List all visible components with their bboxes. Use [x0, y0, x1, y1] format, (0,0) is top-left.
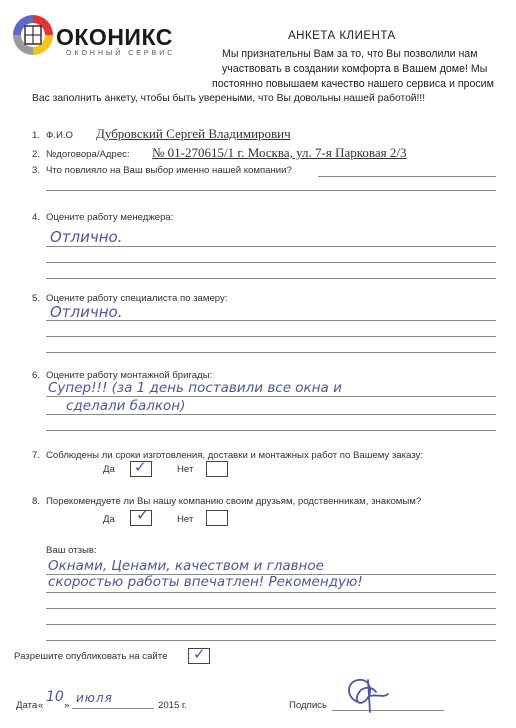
q7-yes-checkmark-icon: ✓: [134, 458, 147, 476]
date-month-line: [72, 708, 154, 709]
brand-logo-icon: [10, 12, 56, 58]
q1-value[interactable]: Дубровский Сергей Владимирович: [96, 126, 291, 141]
q6-answer-line: [46, 396, 496, 397]
q8-yes-checkbox[interactable]: [130, 505, 152, 526]
q4-label: 4. Оцените работу менеджера:: [32, 212, 174, 223]
q6-answer-line-c: [46, 430, 496, 431]
q6-answer-line-b: [46, 414, 496, 415]
q1-label: 1. Ф.И.О: [32, 130, 73, 141]
q5-answer-line-3: [46, 352, 496, 353]
review-answer-line-1[interactable]: Окнами, Ценами, качеством и главное: [48, 558, 324, 574]
q2-label: 2. №договора/Адрес:: [32, 149, 130, 160]
q7-yes-checkbox[interactable]: [130, 458, 152, 477]
review-line-5: [46, 640, 496, 641]
review-line-4: [46, 624, 496, 625]
date-quote-close: »: [64, 700, 70, 711]
q8-yes-label: Да: [103, 514, 115, 525]
date-label: Дата: [16, 700, 38, 711]
signature-label: Подпись: [289, 700, 327, 711]
q7-no-label: Нет: [177, 464, 194, 475]
q8-no-checkbox[interactable]: [206, 510, 228, 526]
q4-answer-line: [46, 246, 496, 247]
q8-label: 8. Порекомендуете ли Вы нашу компанию своим друзьям, родственникам, знакомым?: [32, 496, 422, 507]
q7-no-checkbox[interactable]: [206, 461, 228, 477]
q8-no-label: Нет: [177, 514, 194, 525]
q3-label: 3. Что повлияло на Ваш выбор именно нашей компании?: [32, 165, 292, 176]
q4-answer-line-3: [46, 278, 496, 279]
signature-icon: [340, 672, 392, 716]
intro-line-2: участвовать в создании комфорта в Вашем доме! Мы: [222, 63, 488, 75]
q3-answer-line[interactable]: [318, 176, 496, 177]
publish-checkmark-icon: ✓: [193, 645, 206, 663]
review-line-2: [46, 592, 496, 593]
q2-value[interactable]: № 01-270615/1 г. Москва, ул. 7-я Парковая 2/3: [152, 145, 407, 160]
q8-yes-checkmark-icon: ✓: [136, 505, 150, 524]
q5-answer-line: [46, 320, 496, 321]
intro-line-1: Мы признательны Вам за то, что Вы позволили нам: [222, 48, 478, 60]
date-month[interactable]: июля: [76, 691, 113, 705]
q4-answer-line-2: [46, 262, 496, 263]
q7-yes-label: Да: [103, 464, 115, 475]
q5-answer[interactable]: Отлично.: [50, 303, 123, 321]
q6-answer-line-1[interactable]: Супер!!! (за 1 день поставили все окна и: [48, 380, 342, 396]
review-answer-line-2[interactable]: скоростью работы впечатлен! Рекомендую!: [48, 574, 363, 590]
publish-checkbox[interactable]: [188, 645, 210, 664]
intro-line-4: Вас заполнить анкету, чтобы быть увереными, что Вы довольны нашей работой!!!: [32, 93, 426, 104]
q4-answer[interactable]: Отлично.: [50, 228, 123, 246]
review-line-3: [46, 608, 496, 609]
q5-label: 5. Оцените работу специалиста по замеру:: [32, 293, 228, 304]
review-line-1: [46, 574, 496, 575]
q6-label: 6. Оцените работу монтажной бригады:: [32, 370, 213, 381]
q5-answer-line-2: [46, 336, 496, 337]
form-title: АНКЕТА КЛИЕНТА: [288, 30, 396, 42]
brand-subtitle: ОКОННЫЙ СЕРВИС: [66, 50, 176, 57]
brand-name: ОКОНИКС: [56, 24, 173, 50]
review-label: Ваш отзыв:: [46, 545, 97, 556]
date-day[interactable]: 10: [46, 689, 64, 705]
q3-answer-line-2[interactable]: [46, 190, 496, 191]
date-year: 2015 г.: [158, 700, 188, 711]
q6-answer-line-2[interactable]: сделали балкон): [66, 398, 186, 414]
q7-label: 7. Соблюдены ли сроки изготовления, доставки и монтажных работ по Вашему заказу:: [32, 450, 424, 461]
publish-label: Разрешите опубликовать на сайте: [14, 651, 168, 662]
intro-line-3: постоянно повышаем качество нашего сервиса и просим: [212, 78, 494, 90]
date-quote-open: «: [38, 700, 44, 711]
